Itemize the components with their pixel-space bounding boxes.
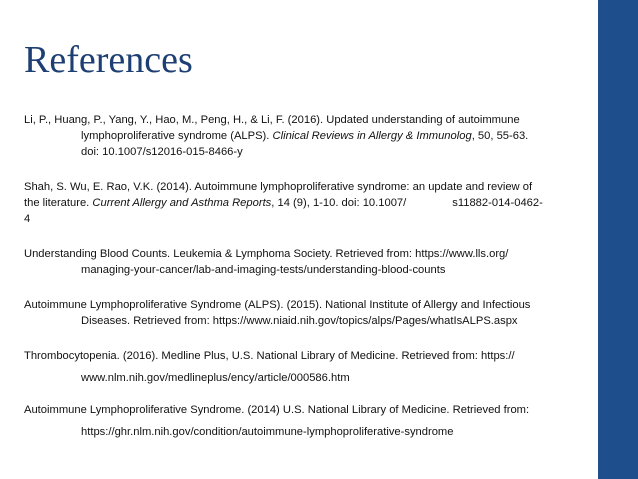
reference-text — [24, 128, 564, 144]
reference-text: Understanding Blood Counts. Leukemia & Lymphoma Society. Retrieved from: https://www.lls.org/ — [24, 248, 509, 260]
reference-text: Thrombocytopenia. (2016). Medline Plus, U.S. National Library of Medicine. Retrieved from: https:// — [24, 350, 515, 362]
reference-entry — [24, 297, 564, 329]
reference-text: Autoimmune Lymphoproliferative Syndrome (ALPS). (2015). National Institute of Allergy and Infectious — [24, 299, 531, 311]
reference-doi: doi: 10.1007/s12016-015-8466-y — [81, 146, 243, 158]
journal-name: Clinical Reviews in Allergy & Immunolog — [272, 130, 472, 142]
reference-entry — [24, 402, 564, 440]
reference-entry — [24, 348, 564, 386]
reference-url: www.nlm.nih.gov/medlineplus/ency/article/000586.htm — [81, 372, 350, 384]
reference-text: , 14 (9), 1-10. doi: 10.1007/ — [271, 197, 407, 209]
reference-entry — [24, 112, 564, 160]
reference-text: lymphoproliferative syndrome (ALPS). — [81, 130, 273, 142]
reference-url: managing-your-cancer/lab-and-imaging-tests/understanding-blood-counts — [81, 264, 446, 276]
reference-text: Shah, S. Wu, E. Rao, V.K. (2014). Autoimmune lymphoproliferative syndrome: an update and review of — [24, 181, 533, 193]
side-accent-bar — [598, 0, 638, 479]
reference-entry — [24, 246, 564, 278]
reference-text: , 50, 55-63. — [471, 130, 529, 142]
reference-text: the literature. — [24, 197, 93, 209]
journal-name: Current Allergy and Asthma Reports — [92, 197, 272, 209]
reference-url: Diseases. Retrieved from: https://www.niaid.nih.gov/topics/alps/Pages/whatIsALPS.aspx — [81, 315, 518, 327]
reference-url: https://ghr.nlm.nih.gov/condition/autoimmune-lymphoproliferative-syndrome — [81, 426, 454, 438]
reference-text: 4 — [24, 213, 31, 225]
reference-text: Li, P., Huang, P., Yang, Y., Hao, M., Peng, H., & Li, F. (2016). Updated understanding of autoimmune — [24, 114, 520, 126]
reference-doi: s11882-014-0462- — [452, 197, 543, 209]
reference-text: Autoimmune Lymphoproliferative Syndrome. (2014) U.S. National Library of Medicine. Retrieved from: — [24, 404, 530, 416]
reference-text — [24, 195, 564, 211]
reference-entry — [24, 179, 564, 227]
slide-title: References — [24, 39, 193, 81]
